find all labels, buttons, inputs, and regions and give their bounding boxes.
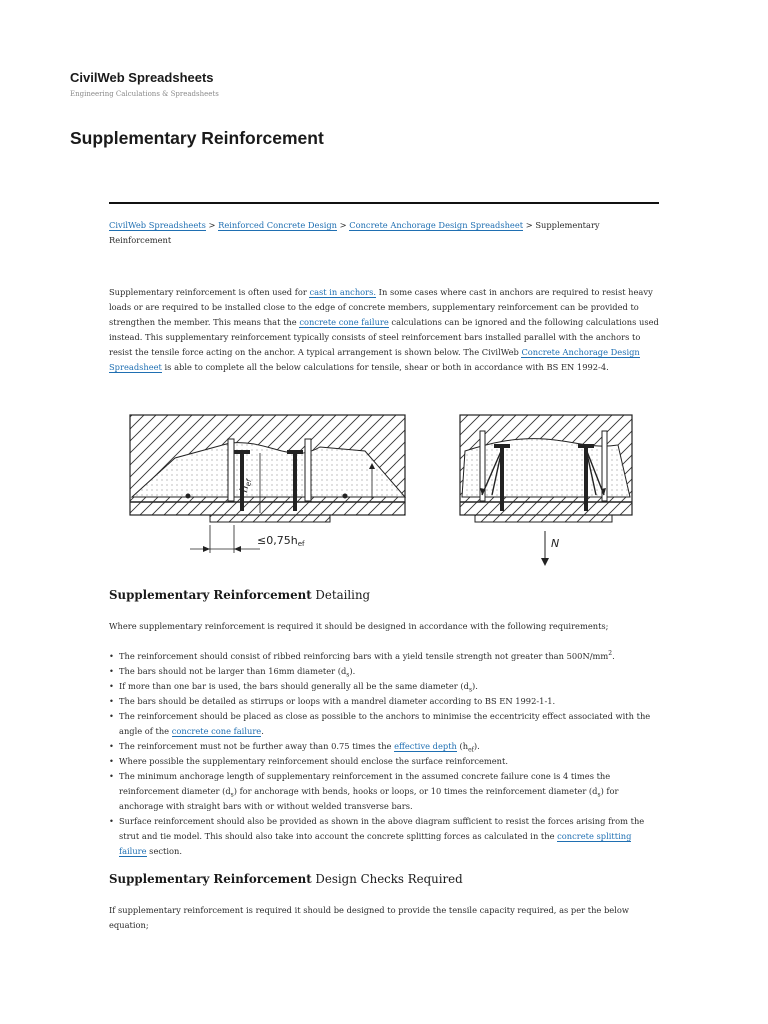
left-detail [130, 415, 405, 553]
item-text: The reinforcement should be placed as close as possible to the anchors to minimise the eccentricity effect associated with the angle of the [119, 711, 651, 736]
intro-text: is able to complete all the below calculations for tensile, shear or both in accordance with BS EN 1992-4. [161, 362, 609, 372]
subscript: ef [468, 746, 474, 754]
list-item [109, 814, 659, 859]
design-checks-paragraph: If supplementary reinforcement is required it should be designed to provide the tensile capacity required, as per the below equation; [109, 905, 629, 930]
breadcrumb-link-anchorage-spreadsheet[interactable]: Concrete Anchorage Design Spreadsheet [349, 220, 524, 230]
heading-bold: Supplementary Reinforcement [109, 872, 312, 886]
superscript: 2 [608, 650, 613, 658]
site-header [70, 70, 219, 98]
reinforcement-diagram [120, 403, 650, 568]
item-text: ). [473, 741, 480, 751]
breadcrumb [109, 218, 659, 248]
item-text: ) for anchorage with bends, hooks or loops, or 10 times the reinforcement diameter (d [233, 786, 598, 796]
subscript: s [230, 791, 234, 799]
list-item [109, 739, 659, 754]
page-title: Supplementary Reinforcement [70, 128, 324, 148]
link-concrete-cone-failure[interactable]: concrete cone failure [299, 317, 389, 327]
list-item: • Where possible the supplementary reinforcement should enclose the surface reinforcement. [109, 754, 659, 769]
item-text: The reinforcement must not be further away than 0.75 times the [119, 741, 395, 751]
site-title[interactable]: CivilWeb Spreadsheets [70, 70, 214, 85]
item-text: The reinforcement should consist of ribbed reinforcing bars with a yield tensile strength not greater than 500N/mm [119, 651, 609, 661]
intro-text: calculations can be ignored and the following calculations used instead. This supplementary reinforcement typically consists of steel reinforcement bars installed parallel with the anchors to resist the tensile force acting on the anchor. A typical arrangement is shown below. The CivilWeb [109, 317, 659, 357]
svg-text:≤0,75hef [257, 534, 305, 548]
breadcrumb-link-reinforced-concrete[interactable]: Reinforced Concrete Design [218, 220, 338, 230]
dimension-label-sub: ef [297, 540, 305, 548]
title-divider [109, 202, 659, 204]
item-text: ). [349, 666, 356, 676]
subscript: s [468, 686, 473, 694]
breadcrumb-separator: > [523, 220, 536, 230]
breadcrumb-separator: > [205, 220, 219, 230]
detailing-list [109, 649, 659, 859]
item-text: . [612, 651, 615, 661]
dimension-label: ≤0,75h [257, 534, 298, 547]
hef-label-sub: ef [244, 478, 254, 487]
link-anchorage-spreadsheet[interactable]: Concrete Anchorage Design Spreadsheet [109, 347, 640, 372]
heading-plain: Design Checks Required [311, 872, 463, 886]
list-item [109, 679, 659, 694]
link-cast-in-anchors[interactable]: cast in anchors. [309, 287, 377, 297]
item-text: The bars should not be larger than 16mm diameter (d [119, 666, 347, 676]
item-text: (h [456, 741, 469, 751]
list-item: • The bars should be detailed as stirrups or loops with a mandrel diameter according to BS EN 1992-1-1. [109, 694, 659, 709]
breadcrumb-current: Supplementary Reinforcement [109, 220, 600, 245]
breadcrumb-separator: > [337, 220, 350, 230]
item-text: Surface reinforcement should also be provided as shown in the above diagram sufficient to resist the forces arising from the strut and tie model. This should also take into account the concrete splitting forces as calculated in the [119, 816, 645, 841]
breadcrumb-link-home[interactable]: CivilWeb Spreadsheets [109, 220, 206, 230]
link-concrete-cone-failure[interactable]: concrete cone failure [171, 726, 262, 736]
hef-label: h [237, 484, 252, 494]
subscript: s [346, 671, 350, 679]
list-item [109, 709, 659, 739]
item-text: If more than one bar is used, the bars should generally all be the same diameter (d [119, 681, 469, 691]
site-tagline: Engineering Calculations & Spreadsheets [70, 90, 219, 98]
detailing-intro: Where supplementary reinforcement is required it should be designed in accordance with the following requirements; [109, 621, 609, 631]
link-concrete-splitting-failure[interactable]: concrete splitting failure [119, 831, 632, 856]
list-item [109, 664, 659, 679]
intro-paragraph [109, 285, 659, 375]
load-label: N [551, 537, 560, 550]
right-detail [460, 415, 632, 566]
list-item [109, 649, 659, 664]
intro-text: In some cases where cast in anchors are required to resist heavy loads or are required to be installed close to the edge of concrete members, supplementary reinforcement can be provided to strengthen the member. This means that the [109, 287, 653, 327]
item-text: . [261, 726, 264, 736]
subscript: s [597, 791, 601, 799]
heading-plain: Detailing [311, 588, 371, 602]
link-effective-depth[interactable]: effective depth [394, 741, 457, 751]
item-text: The minimum anchorage length of supplementary reinforcement in the assumed concrete failure cone is 4 times the reinforcement diameter (d [119, 771, 611, 796]
item-text: ) for anchorage with straight bars with or without welded transverse bars. [119, 786, 619, 811]
item-text: ). [472, 681, 478, 691]
item-text: section. [146, 846, 182, 856]
intro-text: Supplementary reinforcement is often used for [109, 287, 310, 297]
section-heading-design-checks [109, 872, 463, 886]
section-heading-detailing [109, 588, 370, 602]
list-item [109, 769, 659, 814]
heading-bold: Supplementary Reinforcement [109, 588, 312, 602]
